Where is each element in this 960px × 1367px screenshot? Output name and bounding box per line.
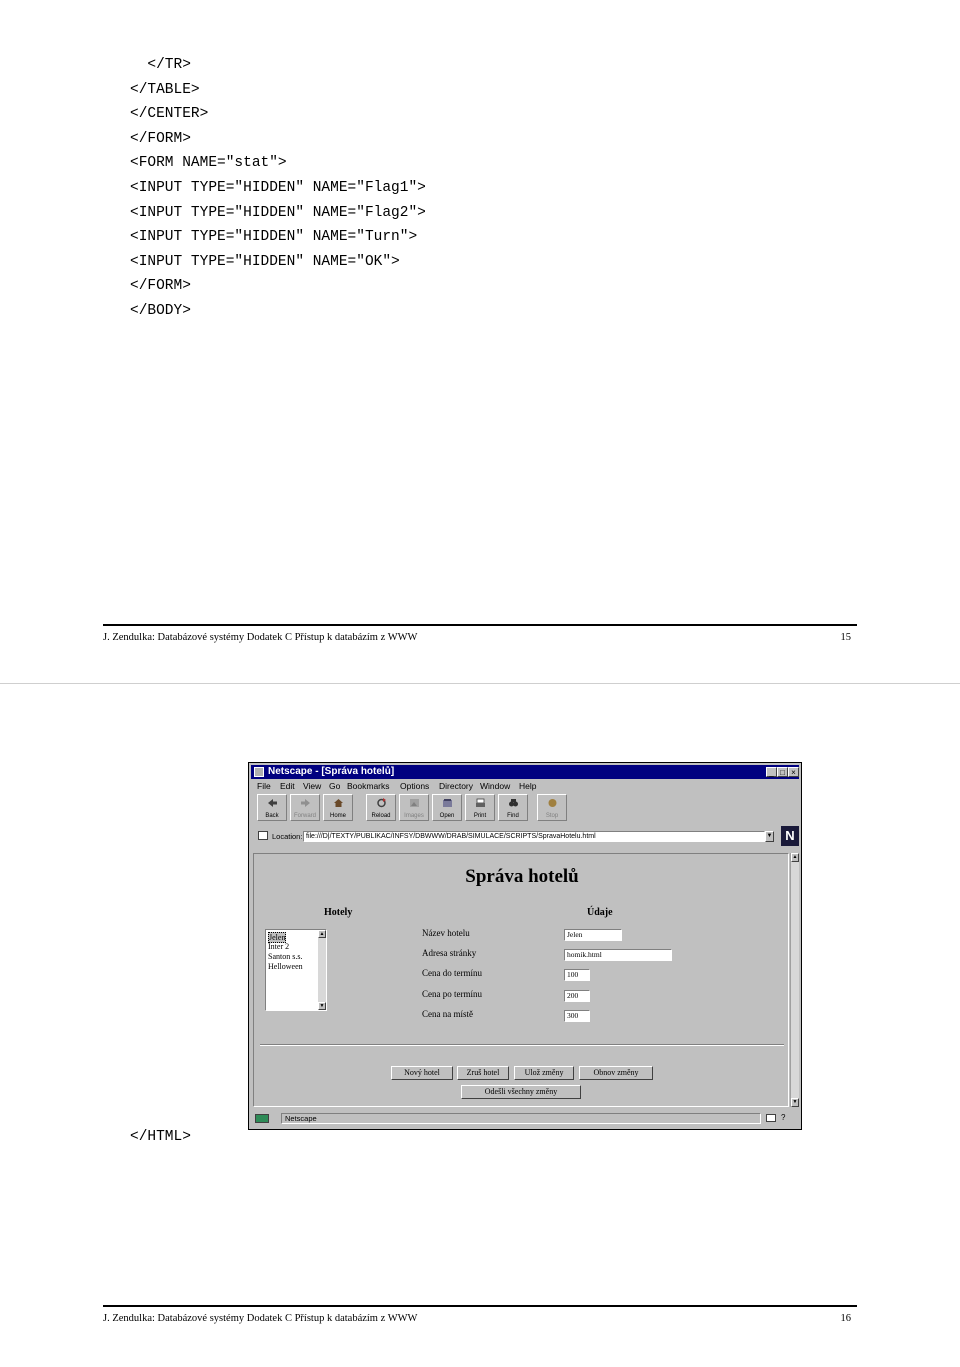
close-button[interactable]: × — [788, 767, 799, 777]
print-icon — [475, 798, 486, 808]
scroll-up-icon[interactable]: ▲ — [319, 931, 325, 937]
code-line: </BODY> — [130, 302, 191, 319]
images-button[interactable]: Images — [399, 794, 429, 821]
window-title: Netscape - [Správa hotelů] — [268, 766, 395, 777]
hotels-listbox[interactable] — [265, 929, 327, 1011]
hotels-header: Hotely — [324, 907, 353, 918]
code-line: </FORM> — [130, 278, 191, 295]
menu-view[interactable]: View — [303, 781, 322, 791]
code-line: </CENTER> — [130, 106, 209, 123]
menu-edit[interactable]: Edit — [280, 781, 295, 791]
location-label: Location: — [272, 832, 303, 841]
menu-directory[interactable]: Directory — [439, 781, 474, 791]
list-item[interactable]: Jelen — [269, 933, 286, 942]
scroll-down-icon[interactable]: ▼ — [792, 1099, 798, 1105]
find-button[interactable]: Find — [498, 794, 528, 821]
page-address-input[interactable]: homik.html — [564, 949, 672, 961]
forward-arrow-icon — [300, 798, 311, 808]
code-line: </TABLE> — [130, 81, 200, 98]
toolbar — [253, 794, 799, 822]
page-scrollbar[interactable] — [790, 853, 799, 1107]
netscape-app-icon — [254, 767, 264, 777]
footer-text: J. Zendulka: Databázové systémy Dodatek C Přístup k databázím z WWW — [103, 1313, 418, 1324]
bookmark-page-icon[interactable] — [258, 831, 268, 840]
security-key-icon — [255, 1114, 269, 1123]
home-icon — [333, 798, 344, 808]
open-button[interactable]: Open — [432, 794, 462, 821]
footer-text: J. Zendulka: Databázové systémy Dodatek C Přístup k databázím z WWW — [103, 632, 418, 643]
status-text: Netscape — [281, 1113, 761, 1124]
price-before-label: Cena do termínu — [422, 968, 482, 978]
title-bar — [251, 765, 799, 779]
find-icon — [508, 798, 519, 808]
html-code-listing — [130, 53, 426, 324]
mail-icon[interactable] — [766, 1114, 776, 1122]
location-bar — [253, 826, 799, 848]
horizontal-rule — [260, 1044, 784, 1046]
price-onsite-input[interactable]: 300 — [564, 1010, 590, 1022]
forward-button[interactable]: Forward — [290, 794, 320, 821]
cancel-hotel-button[interactable]: Zruš hotel — [457, 1066, 509, 1080]
save-changes-button[interactable]: Ulož změny — [514, 1066, 574, 1080]
page-number: 16 — [840, 1313, 851, 1324]
reload-button[interactable]: Reload — [366, 794, 396, 821]
page-16 — [0, 684, 960, 1367]
location-dropdown-button[interactable]: ▼ — [765, 831, 774, 842]
scroll-down-icon[interactable]: ▼ — [319, 1003, 325, 1009]
stop-button[interactable]: Stop — [537, 794, 567, 821]
status-bar — [251, 1112, 799, 1126]
code-line: <INPUT TYPE="HIDDEN" NAME="Flag1"> — [130, 179, 426, 196]
page-footer — [103, 1305, 857, 1324]
scroll-up-icon[interactable]: ▲ — [792, 854, 798, 860]
list-item[interactable]: Santon s.s. — [268, 952, 303, 961]
hotel-name-input[interactable]: Jelen — [564, 929, 622, 941]
code-line: <INPUT TYPE="HIDDEN" NAME="Flag2"> — [130, 204, 426, 221]
code-line: </FORM> — [130, 130, 191, 147]
page-footer — [103, 624, 857, 643]
stop-icon — [547, 798, 558, 808]
page-heading: Správa hotelů — [465, 866, 579, 887]
page-content — [253, 853, 789, 1107]
location-input[interactable]: file:///D|/TEXTY/PUBLIKAC/INFSY/DBWWW/DRAB/SIMULACE/SCRIPTS/SpravaHotelu.html — [303, 831, 765, 842]
back-button[interactable]: Back — [257, 794, 287, 821]
menu-window[interactable]: Window — [480, 781, 511, 791]
menu-bookmarks[interactable]: Bookmarks — [347, 781, 390, 791]
hotel-name-label: Název hotelu — [422, 928, 470, 938]
open-icon — [442, 798, 453, 808]
back-arrow-icon — [267, 798, 278, 808]
code-line: <FORM NAME="stat"> — [130, 155, 287, 172]
price-before-input[interactable]: 100 — [564, 969, 590, 981]
details-header: Údaje — [587, 907, 613, 918]
listbox-scrollbar[interactable] — [318, 930, 326, 1010]
maximize-button[interactable]: □ — [777, 767, 788, 777]
code-line: </TR> — [130, 57, 191, 73]
list-item[interactable]: Inter 2 — [268, 942, 290, 951]
menu-go[interactable]: Go — [329, 781, 341, 791]
restore-changes-button[interactable]: Obnov změny — [579, 1066, 653, 1080]
menu-file[interactable]: File — [257, 781, 271, 791]
reload-icon — [376, 798, 387, 808]
home-button[interactable]: Home — [323, 794, 353, 821]
list-item[interactable]: Helloween — [268, 962, 303, 971]
code-line: <INPUT TYPE="HIDDEN" NAME="OK"> — [130, 253, 400, 270]
menu-help[interactable]: Help — [519, 781, 537, 791]
page-number: 15 — [840, 632, 851, 643]
page-15 — [0, 0, 960, 683]
price-onsite-label: Cena na místě — [422, 1009, 473, 1019]
menu-options[interactable]: Options — [400, 781, 430, 791]
price-after-label: Cena po termínu — [422, 989, 482, 999]
netscape-window — [248, 762, 802, 1130]
help-icon[interactable]: ? — [781, 1113, 786, 1122]
print-button[interactable]: Print — [465, 794, 495, 821]
send-all-changes-button[interactable]: Odešli všechny změny — [461, 1085, 581, 1099]
new-hotel-button[interactable]: Nový hotel — [391, 1066, 453, 1080]
page-address-label: Adresa stránky — [422, 948, 477, 958]
minimize-button[interactable]: _ — [766, 767, 777, 777]
price-after-input[interactable]: 200 — [564, 990, 590, 1002]
netscape-logo: N — [781, 826, 799, 846]
images-icon — [409, 798, 420, 808]
code-line: <INPUT TYPE="HIDDEN" NAME="Turn"> — [130, 229, 418, 246]
menu-bar — [251, 780, 799, 792]
html-closing-tag: </HTML> — [130, 1129, 191, 1145]
